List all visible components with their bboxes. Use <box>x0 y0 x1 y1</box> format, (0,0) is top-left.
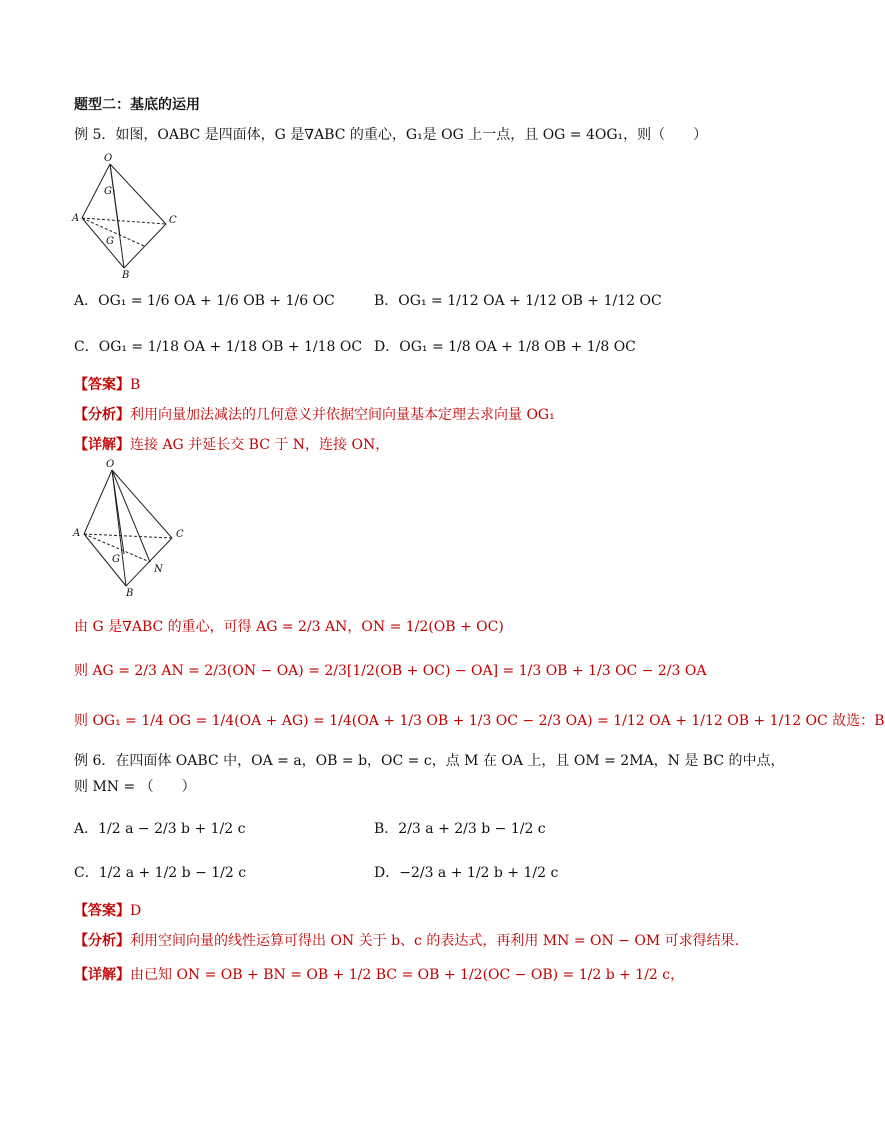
example-6-stem-line-1: 例 6．在四面体 OABC 中，OA = a，OB = b，OC = c，点 M 在 OA 上，且 OM = 2MA，N 是 BC 的中点， <box>74 753 785 769</box>
detail-tag: 【详解】 <box>74 967 130 983</box>
example-5-option-c: C．OG₁ = 1/18 OA + 1/18 OB + 1/18 OC <box>74 339 363 355</box>
edge-oa <box>84 470 112 534</box>
label-n: N <box>154 564 163 575</box>
example-5-analysis <box>74 406 555 424</box>
answer-value: D <box>130 903 142 919</box>
answer-tag: 【答案】 <box>74 903 130 919</box>
example-5-step-2: 则 AG = 2/3 AN = 2/3(ON − OA) = 2/3[1/2(OB + OC) − OA] = 1/3 OB + 1/3 OC − 2/3 OA <box>74 663 707 679</box>
label-a: A <box>73 528 81 539</box>
label-g1: G₁ <box>104 186 116 197</box>
detail-text: 由已知 ON = OB + BN = OB + 1/2 BC = OB + 1/2(OC − OB) = 1/2 b + 1/2 c， <box>130 967 685 983</box>
edge-ac <box>84 534 172 538</box>
example-5-step-1: 由 G 是∇ABC 的重心，可得 AG = 2/3 AN，ON = 1/2(OB + OC) <box>74 619 504 635</box>
tetrahedron-figure-1 <box>68 152 188 280</box>
label-c: C <box>176 529 184 540</box>
edge-ac <box>82 218 166 224</box>
example-5-answer <box>74 376 140 394</box>
example-6-stem-line-2: 则 MN = （ ） <box>74 779 196 795</box>
edge-ab <box>82 218 124 268</box>
detail-text: 连接 AG 并延长交 BC 于 N，连接 ON， <box>130 437 390 453</box>
label-b: B <box>122 270 130 281</box>
analysis-text: 利用向量加法减法的几何意义并依据空间向量基本定理去求向量 OG₁ <box>130 407 555 423</box>
example-6-option-c: C．1/2 a + 1/2 b − 1/2 c <box>74 865 247 881</box>
edge-bc <box>124 224 166 268</box>
analysis-tag: 【分析】 <box>74 933 130 949</box>
segment-og <box>112 470 124 554</box>
tetrahedron-figure-2 <box>68 458 198 598</box>
example-6-analysis <box>74 932 739 950</box>
analysis-text: 利用空间向量的线性运算可得出 ON 关于 b、c 的表达式，再利用 MN = ON − OM 可求得结果. <box>130 933 740 949</box>
example-5-option-d: D．OG₁ = 1/8 OA + 1/8 OB + 1/8 OC <box>374 339 636 355</box>
answer-tag: 【答案】 <box>74 377 130 393</box>
example-5-detail <box>74 436 389 454</box>
section-title: 题型二：基底的运用 <box>74 97 200 113</box>
segment-og <box>110 164 120 236</box>
step-3-choice: B <box>874 713 885 729</box>
step-3-text: 则 OG₁ = 1/4 OG = 1/4(OA + AG) = 1/4(OA + 1/3 OB + 1/3 OC − 2/3 OA) = 1/12 OA + 1/12 OB + 1/12 OC 故选： <box>74 713 875 729</box>
edge-oc <box>110 164 166 224</box>
example-5-step-3 <box>74 712 885 730</box>
example-6-option-b: B．2/3 a + 2/3 b − 1/2 c <box>374 821 546 837</box>
edge-oc <box>112 470 172 538</box>
example-5-stem: 例 5．如图，OABC 是四面体，G 是∇ABC 的重心，G₁是 OG 上一点，且 OG = 4OG₁，则（ ） <box>74 127 708 143</box>
label-g: G <box>106 236 114 247</box>
example-6-option-d: D．−2/3 a + 1/2 b + 1/2 c <box>374 865 559 881</box>
label-g: G <box>112 554 120 565</box>
detail-tag: 【详解】 <box>74 437 130 453</box>
label-o: O <box>104 153 113 164</box>
label-a: A <box>72 213 80 224</box>
example-6-detail <box>74 966 684 984</box>
label-c: C <box>169 215 177 226</box>
answer-value: B <box>130 377 141 393</box>
label-b: B <box>126 588 134 599</box>
example-5-option-a: A．OG₁ = 1/6 OA + 1/6 OB + 1/6 OC <box>74 293 335 309</box>
analysis-tag: 【分析】 <box>74 407 130 423</box>
example-5-option-b: B．OG₁ = 1/12 OA + 1/12 OB + 1/12 OC <box>374 293 662 309</box>
label-o: O <box>106 459 115 470</box>
example-6-option-a: A．1/2 a − 2/3 b + 1/2 c <box>74 821 246 837</box>
example-6-answer <box>74 902 141 920</box>
